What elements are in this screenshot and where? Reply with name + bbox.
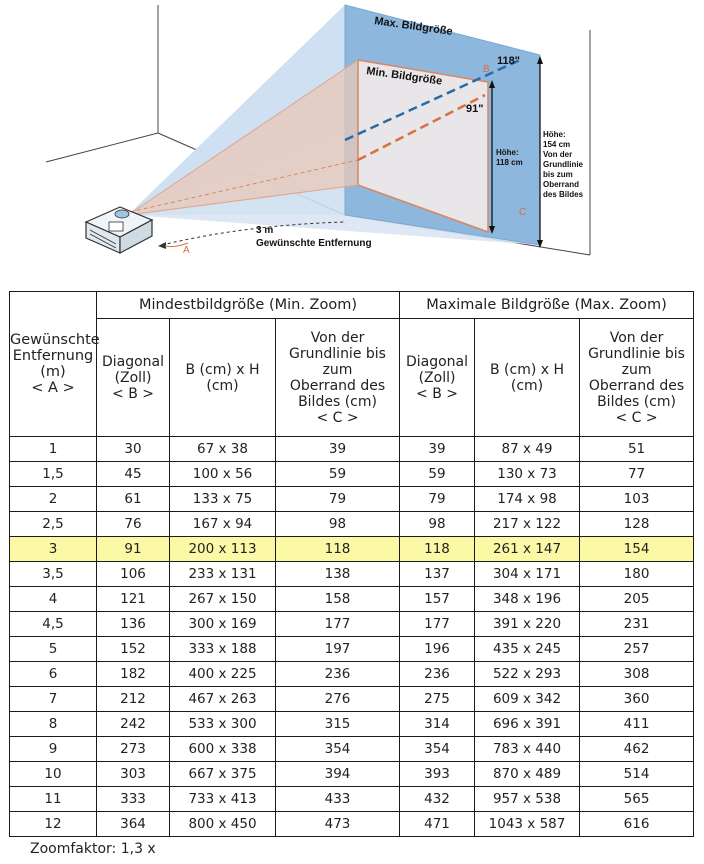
table-cell: 303: [97, 762, 170, 787]
table-cell: 152: [97, 637, 170, 662]
table-body: [10, 437, 694, 837]
table-cell: 609 x 342: [475, 687, 580, 712]
projection-diagram: [0, 0, 704, 290]
table-cell: 67 x 38: [170, 437, 276, 462]
table-row: [10, 612, 694, 637]
header-max-height: Von der Grundlinie bis zum Oberrand des Bildes (cm) < C >: [580, 319, 694, 437]
table-row: [10, 637, 694, 662]
table-cell: 411: [580, 712, 694, 737]
table-cell: 696 x 391: [475, 712, 580, 737]
table-cell: 118: [276, 537, 400, 562]
table-cell: 197: [276, 637, 400, 662]
table-cell: 435 x 245: [475, 637, 580, 662]
table-cell: 158: [276, 587, 400, 612]
table-cell: 7: [10, 687, 97, 712]
table-cell: 333: [97, 787, 170, 812]
table-cell: 87 x 49: [475, 437, 580, 462]
table-cell: 30: [97, 437, 170, 462]
table-cell: 196: [400, 637, 475, 662]
table-cell: 118: [400, 537, 475, 562]
table-row: [10, 737, 694, 762]
table-cell: 91: [97, 537, 170, 562]
table-cell: 364: [97, 812, 170, 837]
table-cell: 6: [10, 662, 97, 687]
table-cell: 257: [580, 637, 694, 662]
table-cell: 157: [400, 587, 475, 612]
letter-a: A: [183, 245, 190, 256]
table-cell: 2,5: [10, 512, 97, 537]
table-cell: 98: [276, 512, 400, 537]
table-cell: 61: [97, 487, 170, 512]
header-min-size: B (cm) x H (cm): [170, 319, 276, 437]
table-cell: 783 x 440: [475, 737, 580, 762]
table-cell: 205: [580, 587, 694, 612]
table-cell: 8: [10, 712, 97, 737]
distance-caption: Gewünschte Entfernung: [256, 238, 372, 249]
table-cell: 2: [10, 487, 97, 512]
table-row: [10, 587, 694, 612]
table-cell: 273: [97, 737, 170, 762]
table-cell: 473: [276, 812, 400, 837]
table-row: [10, 762, 694, 787]
table-row: [10, 687, 694, 712]
table-cell: 5: [10, 637, 97, 662]
table-cell: 174 x 98: [475, 487, 580, 512]
header-max-size: B (cm) x H (cm): [475, 319, 580, 437]
table-cell: 212: [97, 687, 170, 712]
table-cell: 800 x 450: [170, 812, 276, 837]
projection-table: [9, 291, 694, 837]
table-cell: 467 x 263: [170, 687, 276, 712]
table-cell: 4: [10, 587, 97, 612]
distance-value: 3 m: [256, 225, 274, 236]
table-cell: 137: [400, 562, 475, 587]
table-cell: 45: [97, 462, 170, 487]
table-cell: 100 x 56: [170, 462, 276, 487]
table-cell: 314: [400, 712, 475, 737]
table-cell: 9: [10, 737, 97, 762]
table-cell: 51: [580, 437, 694, 462]
table-cell: 565: [580, 787, 694, 812]
table-cell: 128: [580, 512, 694, 537]
table-cell: 79: [276, 487, 400, 512]
min-size-label: Min. Bildgröße: [365, 65, 443, 88]
table-cell: 433: [276, 787, 400, 812]
table-cell: 276: [276, 687, 400, 712]
table-cell: 300 x 169: [170, 612, 276, 637]
table-cell: 236: [400, 662, 475, 687]
header-max-diagonal: Diagonal (Zoll) < B >: [400, 319, 475, 437]
table-cell: 348 x 196: [475, 587, 580, 612]
table-cell: 870 x 489: [475, 762, 580, 787]
table-cell: 400 x 225: [170, 662, 276, 687]
table-cell: 217 x 122: [475, 512, 580, 537]
max-height-label: Höhe: 154 cm Von der Grundlinie bis zum Oberrand des Bildes: [543, 130, 584, 199]
header-group-min: Mindestbildgröße (Min. Zoom): [97, 292, 400, 319]
table-cell: 76: [97, 512, 170, 537]
table-cell: 182: [97, 662, 170, 687]
table-cell: 177: [400, 612, 475, 637]
table-cell: 394: [276, 762, 400, 787]
table-cell: 354: [400, 737, 475, 762]
table-row: [10, 537, 694, 562]
table-cell: 304 x 171: [475, 562, 580, 587]
table-cell: 3: [10, 537, 97, 562]
letter-b: B: [483, 64, 490, 75]
table-cell: 267 x 150: [170, 587, 276, 612]
table-row: [10, 437, 694, 462]
table-cell: 4,5: [10, 612, 97, 637]
table-cell: 59: [276, 462, 400, 487]
distance-arrowhead: [158, 242, 166, 249]
table-cell: 360: [580, 687, 694, 712]
table-cell: 39: [276, 437, 400, 462]
zoom-factor-note: Zoomfaktor: 1,3 x: [30, 841, 156, 857]
table-cell: 957 x 538: [475, 787, 580, 812]
table-row: [10, 562, 694, 587]
table-cell: 130 x 73: [475, 462, 580, 487]
table-cell: 432: [400, 787, 475, 812]
table-row: [10, 712, 694, 737]
table-cell: 308: [580, 662, 694, 687]
table-row: [10, 787, 694, 812]
table-cell: 180: [580, 562, 694, 587]
table-cell: 1: [10, 437, 97, 462]
header-group-max: Maximale Bildgröße (Max. Zoom): [400, 292, 694, 319]
table-cell: 133 x 75: [170, 487, 276, 512]
table-cell: 1,5: [10, 462, 97, 487]
table-cell: 200 x 113: [170, 537, 276, 562]
table-cell: 1043 x 587: [475, 812, 580, 837]
table-cell: 59: [400, 462, 475, 487]
max-diagonal-label: 118": [497, 55, 520, 67]
table-cell: 733 x 413: [170, 787, 276, 812]
table-cell: 167 x 94: [170, 512, 276, 537]
table-cell: 79: [400, 487, 475, 512]
header-distance: Gewünschte Entfernung (m) < A >: [10, 292, 97, 437]
table-row: [10, 812, 694, 837]
table-cell: 138: [276, 562, 400, 587]
table-cell: 514: [580, 762, 694, 787]
table-cell: 533 x 300: [170, 712, 276, 737]
table-cell: 261 x 147: [475, 537, 580, 562]
table-cell: 354: [276, 737, 400, 762]
table-cell: 233 x 131: [170, 562, 276, 587]
letter-c: C: [519, 207, 527, 218]
table-cell: 11: [10, 787, 97, 812]
table-cell: 393: [400, 762, 475, 787]
table-cell: 136: [97, 612, 170, 637]
table-cell: 522 x 293: [475, 662, 580, 687]
table-cell: 106: [97, 562, 170, 587]
table-cell: 3,5: [10, 562, 97, 587]
table-cell: 616: [580, 812, 694, 837]
table-cell: 154: [580, 537, 694, 562]
table-cell: 391 x 220: [475, 612, 580, 637]
table-cell: 315: [276, 712, 400, 737]
table-cell: 98: [400, 512, 475, 537]
table-cell: 231: [580, 612, 694, 637]
table-cell: 39: [400, 437, 475, 462]
table-cell: 462: [580, 737, 694, 762]
min-height-label: Höhe: 118 cm: [496, 148, 523, 167]
table-cell: 177: [276, 612, 400, 637]
table-cell: 333 x 188: [170, 637, 276, 662]
header-min-height: Von der Grundlinie bis zum Oberrand des Bildes (cm) < C >: [276, 319, 400, 437]
table-cell: 77: [580, 462, 694, 487]
table-row: [10, 512, 694, 537]
room-outline: [46, 5, 158, 162]
header-min-diagonal: Diagonal (Zoll) < B >: [97, 319, 170, 437]
table-cell: 471: [400, 812, 475, 837]
min-diagonal-label: 91": [466, 103, 484, 115]
table-row: [10, 662, 694, 687]
table-cell: 103: [580, 487, 694, 512]
max-size-label: Max. Bildgröße: [373, 15, 454, 38]
table-cell: 236: [276, 662, 400, 687]
table-cell: 242: [97, 712, 170, 737]
table-row: [10, 487, 694, 512]
table-cell: 600 x 338: [170, 737, 276, 762]
table-row: [10, 462, 694, 487]
table-cell: 12: [10, 812, 97, 837]
table-cell: 121: [97, 587, 170, 612]
table-cell: 275: [400, 687, 475, 712]
table-cell: 10: [10, 762, 97, 787]
table-cell: 667 x 375: [170, 762, 276, 787]
